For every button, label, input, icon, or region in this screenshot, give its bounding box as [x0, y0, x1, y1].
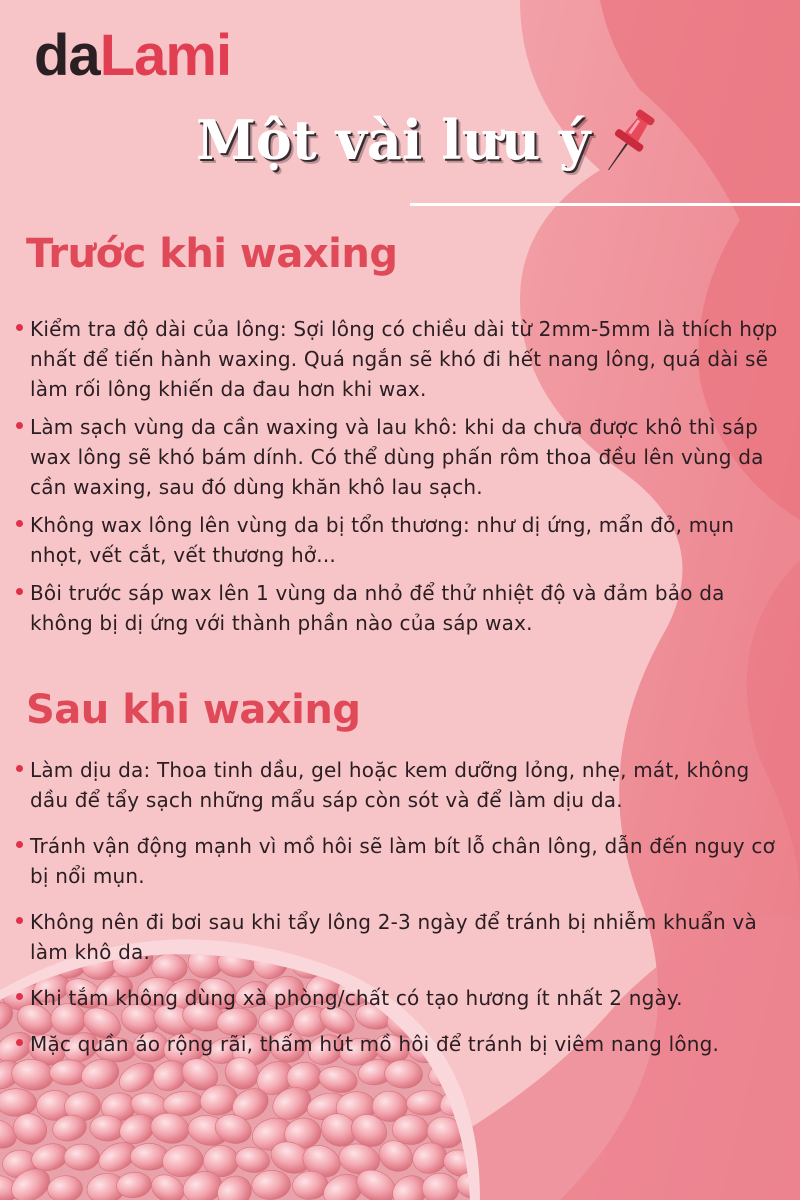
list-item [16, 907, 791, 967]
bullet-icon [16, 917, 23, 924]
bullet-icon [16, 1039, 23, 1046]
list-item [16, 314, 791, 404]
bullet-icon [16, 588, 23, 595]
section-heading-before: Trước khi waxing [26, 231, 398, 277]
list-item [16, 1029, 791, 1059]
list-item-text: Kiểm tra độ dài của lông: Sợi lông có chiều dài từ 2mm-5mm là thích hợp nhất để tiến hành waxing. Quá ngắn sẽ khó đi hết nang lông, quá dài sẽ làm rối lông khiến da đau hơn khi wax. [30, 317, 778, 401]
section-heading-after: Sau khi waxing [26, 687, 361, 733]
bullet-icon [16, 324, 23, 331]
list-item-text: Khi tắm không dùng xà phòng/chất có tạo hương ít nhất 2 ngày. [30, 986, 683, 1010]
logo-text-da: da [34, 23, 100, 88]
list-item [16, 510, 791, 570]
list-item [16, 412, 791, 502]
title-divider [410, 203, 800, 206]
page-title: Một vài lưu ý [196, 108, 591, 172]
list-item-text: Làm dịu da: Thoa tinh dầu, gel hoặc kem dưỡng lỏng, nhẹ, mát, không dầu để tẩy sạch những mẩu sáp còn sót và để làm dịu da. [30, 758, 750, 812]
brand-logo [34, 20, 231, 92]
list-item-text: Bôi trước sáp wax lên 1 vùng da nhỏ để thử nhiệt độ và đảm bảo da không bị dị ứng với thành phần nào của sáp wax. [30, 581, 725, 635]
bullet-icon [16, 993, 23, 1000]
after-tips-list [16, 755, 791, 1075]
bullet-icon [16, 422, 23, 429]
list-item [16, 578, 791, 638]
bullet-icon [16, 765, 23, 772]
bullet-icon [16, 841, 23, 848]
before-tips-list [16, 314, 791, 646]
list-item-text: Làm sạch vùng da cần waxing và lau khô: khi da chưa được khô thì sáp wax lông sẽ khó bám dính. Có thể dùng phấn rôm thoa đều lên vùng da cần waxing, sau đó dùng khăn khô lau sạch. [30, 415, 764, 499]
list-item [16, 755, 791, 815]
pushpin-icon [596, 102, 660, 182]
logo-text-lami: Lami [99, 23, 232, 88]
list-item-text: Không wax lông lên vùng da bị tổn thương: như dị ứng, mẩn đỏ, mụn nhọt, vết cắt, vết thương hở... [30, 513, 735, 567]
list-item [16, 983, 791, 1013]
bullet-icon [16, 520, 23, 527]
list-item-text: Tránh vận động mạnh vì mồ hôi sẽ làm bít lỗ chân lông, dẫn đến nguy cơ bị nổi mụn. [30, 834, 776, 888]
list-item [16, 831, 791, 891]
list-item-text: Không nên đi bơi sau khi tẩy lông 2-3 ngày để tránh bị nhiễm khuẩn và làm khô da. [30, 910, 757, 964]
list-item-text: Mặc quần áo rộng rãi, thấm hút mồ hôi để tránh bị viêm nang lông. [30, 1032, 720, 1056]
